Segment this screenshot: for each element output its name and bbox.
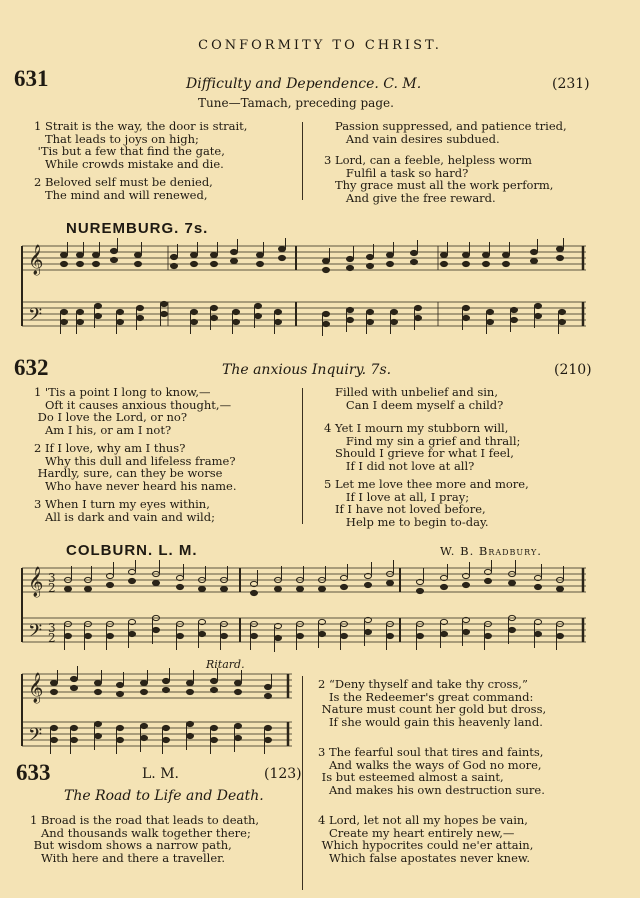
svg-text:𝄞: 𝄞: [28, 245, 44, 275]
hymn-632-number: 632: [14, 355, 49, 380]
svg-text:𝄞: 𝄞: [28, 673, 44, 703]
hymn-631-stanza-2: 2 Beloved self must be denied, The mind and will renewed,: [34, 175, 213, 202]
hymn-633-ref: (123): [264, 766, 302, 782]
hymn-632-stanza-1: 1 'Tis a point I long to know,— Oft it causes anxious thought,— Do I love the Lord, or no? Am I his, or am I not?: [34, 385, 232, 437]
hymn-631-stanza-2-cont: Passion suppressed, and patience tried, And vain desires subdued.: [334, 119, 567, 146]
page-header: CONFORMITY TO CHRIST.: [198, 38, 442, 53]
hymn-633-stanza-2: 2 “Deny thyself and take thy cross,” Is the Redeemer's great command: Nature must count her gold but dross, If she would gain this heavenly land.: [318, 677, 547, 729]
hymn-631-number: 631: [14, 66, 49, 91]
hymn-632-stanza-3-cont: Filled with unbelief and sin, Can I deem myself a child?: [334, 385, 504, 412]
nuremburg-music-score: [18, 238, 590, 336]
tune-colburn-title: COLBURN. L. M.: [66, 542, 198, 559]
column-divider: [302, 122, 303, 200]
hymn-631-title: Difficulty and Dependence. C. M.: [186, 76, 422, 92]
svg-text:3: 3: [48, 621, 56, 635]
hymn-631-stanza-3: 3 Lord, can a feeble, helpless worm Fulfil a task so hard? Thy grace must all the work perform, And give the free reward.: [324, 153, 554, 205]
colburn-music-score: [18, 560, 590, 652]
hymn-631-tune-line: Tune—Tamach, preceding page.: [198, 96, 394, 110]
hymn-632-stanza-2: 2 If I love, why am I thus? Why this dull and lifeless frame? Hardly, sure, can they be worse Who have never heard his name.: [34, 441, 237, 493]
hymn-633-title: The Road to Life and Death.: [64, 788, 264, 804]
hymn-632-stanza-3: 3 When I turn my eyes within, All is dark and vain and wild;: [34, 497, 215, 524]
svg-text:𝄞: 𝄞: [28, 567, 44, 597]
hymn-633-meter: L. M.: [142, 766, 179, 782]
svg-text:3: 3: [48, 571, 56, 585]
hymn-632-ref: (210): [554, 362, 592, 378]
column-divider-3: [302, 676, 303, 890]
hymn-633-stanza-1: 1 Broad is the road that leads to death, And thousands walk together there; But wisdom shows a narrow path, With here and there a traveller.: [30, 813, 260, 865]
svg-text:𝄢: 𝄢: [28, 621, 43, 646]
svg-text:2: 2: [48, 631, 56, 645]
svg-text:𝄢: 𝄢: [28, 725, 43, 750]
svg-text:2: 2: [48, 581, 56, 595]
tune-colburn-composer: W. B. Bradbury.: [440, 544, 542, 558]
svg-text:𝄢: 𝄢: [28, 305, 43, 330]
ritard-marking: Ritard.: [206, 658, 245, 671]
column-divider-2: [302, 388, 303, 524]
hymn-632-title: The anxious Inquiry. 7s.: [222, 362, 392, 378]
colburn-music-score-end: [18, 666, 298, 756]
tune-nuremburg-title: NUREMBURG. 7s.: [66, 220, 209, 237]
hymn-632-stanza-5: 5 Let me love thee more and more, If I love at all, I pray; If I have not loved before, Help me to begin to-day.: [324, 477, 529, 529]
hymn-633-number: 633: [16, 760, 51, 785]
hymn-632-stanza-4: 4 Yet I mourn my stubborn will, Find my sin a grief and thrall; Should I grieve for what I feel, If I did not love at all?: [324, 421, 521, 473]
hymn-633-stanza-3: 3 The fearful soul that tires and faints, And walks the ways of God no more, Is but esteemed almost a saint, And makes his own destruction sure.: [318, 745, 545, 797]
hymn-633-stanza-4: 4 Lord, let not all my hopes be vain, Create my heart entirely new,— Which hypocrites could ne'er attain, Which false apostates never knew.: [318, 813, 534, 865]
hymn-631-stanza-1: 1 Strait is the way, the door is strait, That leads to joys on high; 'Tis but a few that find the gate, While crowds mistake and die.: [34, 119, 248, 171]
hymn-631-ref: (231): [552, 76, 590, 92]
